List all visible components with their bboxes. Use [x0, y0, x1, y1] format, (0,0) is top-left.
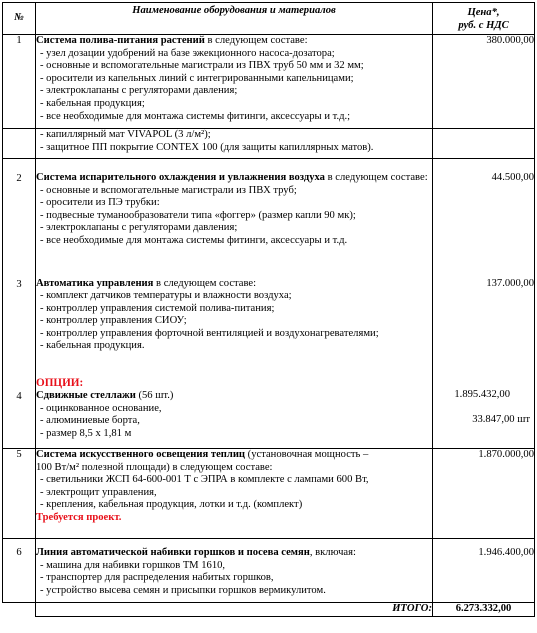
row-6-price: 1.946.400,00: [433, 539, 535, 603]
row-5-num: 5: [3, 449, 36, 539]
list-item: - транспортер для распределения набитых горшков,: [40, 572, 274, 584]
list-item: - кабельная продукция.: [40, 340, 145, 352]
list-item: - защитное ПП покрытие CONTEX 100 (для защиты капиллярных матов).: [40, 141, 374, 153]
list-item: - алюминиевые борта,: [40, 415, 140, 427]
row-2-title-tail: в следующем составе:: [324, 172, 428, 183]
row-4-price: [433, 367, 535, 449]
list-item: - электроклапаны с регуляторами давления;: [40, 85, 238, 97]
row-2: [3, 159, 535, 269]
header-num: №: [3, 3, 36, 35]
row-1-title: Система полива-питания растений: [36, 35, 205, 46]
header-name: Наименование оборудования и материалов: [36, 3, 433, 35]
row-1-num: 1: [3, 35, 36, 129]
list-item: - контроллер управления форточной вентиляцией и воздухонагревателями;: [40, 327, 379, 339]
list-item: - основные и вспомогательные магистрали из ПВХ труб 50 мм и 32 мм;: [40, 60, 364, 72]
row-6: [3, 539, 535, 603]
row-1-desc: [36, 35, 433, 129]
equipment-table: [2, 2, 535, 617]
list-item: - светильники ЖСП 64-600-001 Т с ЭПРА в комплекте с лампами 600 Вт,: [40, 474, 369, 486]
row-6-title: Линия автоматической набивки горшков и посева семян: [36, 547, 310, 558]
row-1: [3, 35, 535, 129]
row-4: [3, 367, 535, 449]
list-item: - кабельная продукция;: [40, 97, 145, 109]
header-price-line1: Цена*,: [467, 6, 500, 18]
row-5: [3, 449, 535, 539]
list-item: - узел дозации удобрений на базе эжекционного насоса-дозатора;: [40, 47, 335, 59]
row-5-note: Требуется проект.: [36, 511, 122, 523]
header-price: [433, 3, 535, 35]
row-5-desc: [36, 449, 433, 539]
list-item: - все необходимые для монтажа системы фитинги, аксессуары и т.д.;: [40, 110, 351, 122]
row-3-title-tail: в следующем составе:: [153, 277, 257, 289]
row-5-title-line2: 100 Вт/м² полезной площади) в следующем составе:: [36, 461, 273, 473]
header-price-line2: руб. с НДС: [458, 19, 509, 31]
row-2-price: 44.500,00: [433, 159, 535, 269]
list-item: - электрощит управления,: [40, 486, 157, 498]
list-item: - оросители из капельных линий с интегрированными капельницами;: [40, 72, 354, 84]
row-3-desc: [36, 269, 433, 367]
row-3-title: Автоматика управления: [36, 277, 154, 289]
row-1-desc-continued: [36, 129, 433, 159]
total-row: [3, 603, 535, 617]
row-6-title-tail: , включая:: [309, 547, 356, 558]
row-3-num: 3: [3, 269, 36, 367]
list-item: - размер 8,5 х 1,81 м: [40, 427, 132, 439]
row-6-num: 6: [3, 539, 36, 603]
list-item: - капиллярный мат VIVAPOL (3 л/м²);: [40, 129, 211, 140]
list-item: - все необходимые для монтажа системы фитинги, аксессуары и т.д.: [40, 234, 348, 246]
row-1-continued: [3, 129, 535, 159]
list-item: - контроллер управления системой полива-питания;: [40, 302, 275, 314]
row-2-title: Система испарительного охлаждения и увлажнения воздуха: [36, 172, 325, 183]
row-1-title-tail: в следующем составе:: [204, 35, 308, 46]
row-6-desc: [36, 539, 433, 603]
list-item: - подвесные туманообразователи типа «фоггер» (размер капли 90 мк);: [40, 209, 356, 221]
total-label: ИТОГО:: [36, 603, 433, 617]
row-5-title-tail: (установочная мощность –: [245, 449, 369, 460]
list-item: - контроллер управления СИОУ;: [40, 315, 187, 327]
list-item: - машина для набивки горшков ТМ 1610,: [40, 559, 226, 571]
header-row: [3, 3, 535, 35]
row-4-desc: [36, 367, 433, 449]
row-5-price: 1.870.000,00: [433, 449, 535, 539]
row-3: [3, 269, 535, 367]
list-item: - крепления, кабельная продукция, лотки и т.д. (комплект): [40, 499, 303, 511]
options-heading: ОПЦИИ:: [36, 376, 84, 389]
list-item: - электроклапаны с регуляторами давления;: [40, 222, 238, 234]
row-4-price-total: 1.895.432,00: [454, 388, 510, 400]
row-4-num: 4: [3, 367, 36, 449]
row-1-price: 380.000,00: [433, 35, 535, 129]
row-4-price-unit: 33.847,00 шт: [472, 414, 530, 426]
total-value: 6.273.332,00: [433, 603, 535, 617]
row-2-desc: [36, 159, 433, 269]
row-4-title: Сдвижные стеллажи: [36, 390, 136, 402]
row-2-num: 2: [3, 159, 36, 269]
list-item: - оцинкованное основание,: [40, 402, 162, 414]
list-item: - устройство высева семян и присыпки горшков вермикулитом.: [40, 584, 326, 596]
row-3-price: 137.000,00: [433, 269, 535, 367]
list-item: - оросители из ПЭ трубки:: [40, 197, 160, 209]
list-item: - основные и вспомогательные магистрали из ПВХ труб;: [40, 184, 297, 196]
list-item: - комплект датчиков температуры и влажности воздуха;: [40, 290, 292, 302]
row-4-title-tail: (56 шт.): [135, 390, 174, 402]
row-5-title: Система искусственного освещения теплиц: [36, 449, 246, 460]
